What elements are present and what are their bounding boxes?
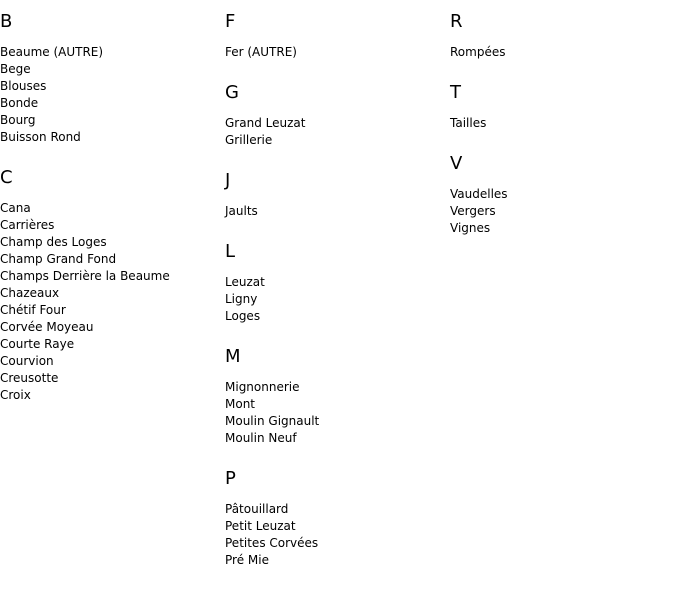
list-item: [0, 319, 170, 336]
place-link[interactable]: Croix: [0, 388, 31, 402]
list-item: [0, 302, 170, 319]
entry-list: [225, 379, 319, 447]
place-link[interactable]: Cana: [0, 201, 31, 215]
list-item: [450, 115, 508, 132]
list-item: [450, 203, 508, 220]
letter-heading: J: [225, 170, 231, 191]
entry-list: [225, 501, 319, 569]
entry-list: [225, 115, 319, 149]
place-link[interactable]: Tailles: [450, 116, 487, 130]
list-item: [0, 251, 170, 268]
letter-group: [225, 242, 319, 325]
letter-group: [225, 347, 319, 447]
place-link[interactable]: Buisson Rond: [0, 130, 81, 144]
list-item: [225, 274, 319, 291]
list-item: [0, 217, 170, 234]
place-link[interactable]: Pâtouillard: [225, 502, 289, 516]
place-link[interactable]: Bege: [0, 62, 31, 76]
entry-list: [450, 115, 508, 132]
list-item: [0, 234, 170, 251]
index-column: [0, 12, 170, 426]
list-item: [0, 61, 170, 78]
list-item: [225, 518, 319, 535]
list-item: [0, 285, 170, 302]
letter-group: [225, 83, 319, 149]
list-item: [225, 379, 319, 396]
letter-group: [0, 168, 170, 404]
letter-group: [450, 12, 508, 61]
letter-heading: V: [450, 153, 463, 174]
place-link[interactable]: Mont: [225, 397, 256, 411]
list-item: [0, 112, 170, 129]
entry-list: [450, 186, 508, 237]
letter-heading: P: [225, 468, 236, 489]
entry-list: [225, 44, 319, 61]
list-item: [225, 396, 319, 413]
letter-heading: F: [225, 11, 236, 32]
list-item: [225, 115, 319, 132]
list-item: [0, 370, 170, 387]
place-link[interactable]: Vaudelles: [450, 187, 508, 201]
letter-group: [225, 469, 319, 569]
place-link[interactable]: Bonde: [0, 96, 39, 110]
list-item: [225, 44, 319, 61]
place-link[interactable]: Mignonnerie: [225, 380, 300, 394]
list-item: [225, 132, 319, 149]
place-link[interactable]: Petit Leuzat: [225, 519, 296, 533]
index-column: [450, 12, 508, 259]
place-link[interactable]: Rompées: [450, 45, 506, 59]
place-link[interactable]: Chazeaux: [0, 286, 60, 300]
entry-list: [0, 200, 170, 404]
place-link[interactable]: Blouses: [0, 79, 47, 93]
place-link[interactable]: Petites Corvées: [225, 536, 319, 550]
letter-group: [450, 83, 508, 132]
letter-heading: T: [450, 82, 461, 103]
entry-list: [225, 274, 319, 325]
place-link[interactable]: Courte Raye: [0, 337, 75, 351]
list-item: [0, 44, 170, 61]
list-item: [0, 268, 170, 285]
letter-heading: R: [450, 11, 463, 32]
list-item: [0, 95, 170, 112]
place-link[interactable]: Vergers: [450, 204, 496, 218]
place-link[interactable]: Moulin Gignault: [225, 414, 320, 428]
list-item: [450, 186, 508, 203]
list-item: [0, 387, 170, 404]
place-link[interactable]: Champ Grand Fond: [0, 252, 117, 266]
place-link[interactable]: Carrières: [0, 218, 55, 232]
list-item: [225, 308, 319, 325]
place-link[interactable]: Loges: [225, 309, 261, 323]
place-link[interactable]: Champs Derrière la Beaume: [0, 269, 170, 283]
place-link[interactable]: Creusotte: [0, 371, 59, 385]
place-link[interactable]: Grillerie: [225, 133, 273, 147]
place-link[interactable]: Jaults: [225, 204, 258, 218]
entry-list: [225, 203, 319, 220]
list-item: [225, 291, 319, 308]
place-link[interactable]: Chétif Four: [0, 303, 66, 317]
entry-list: [450, 44, 508, 61]
letter-heading: L: [225, 241, 236, 262]
place-link[interactable]: Vignes: [450, 221, 491, 235]
letter-heading: C: [0, 167, 13, 188]
place-link[interactable]: Corvée Moyeau: [0, 320, 94, 334]
list-item: [225, 430, 319, 447]
letter-heading: M: [225, 346, 241, 367]
list-item: [225, 413, 319, 430]
place-link[interactable]: Leuzat: [225, 275, 265, 289]
letter-group: [0, 12, 170, 146]
letter-heading: G: [225, 82, 239, 103]
place-link[interactable]: Ligny: [225, 292, 258, 306]
place-link[interactable]: Grand Leuzat: [225, 116, 306, 130]
list-item: [0, 200, 170, 217]
letter-group: [225, 171, 319, 220]
list-item: [0, 336, 170, 353]
place-link[interactable]: Beaume (AUTRE): [0, 45, 104, 59]
letter-group: [450, 154, 508, 237]
entry-list: [0, 44, 170, 146]
place-link[interactable]: Fer (AUTRE): [225, 45, 297, 59]
list-item: [225, 552, 319, 569]
list-item: [225, 203, 319, 220]
list-item: [0, 129, 170, 146]
place-link[interactable]: Courvion: [0, 354, 54, 368]
list-item: [225, 535, 319, 552]
place-link[interactable]: Bourg: [0, 113, 36, 127]
index-column: [225, 12, 319, 591]
place-link[interactable]: Champ des Loges: [0, 235, 107, 249]
letter-heading: B: [0, 11, 13, 32]
place-link[interactable]: Pré Mie: [225, 553, 269, 567]
letter-group: [225, 12, 319, 61]
list-item: [450, 44, 508, 61]
list-item: [225, 501, 319, 518]
list-item: [0, 78, 170, 95]
list-item: [450, 220, 508, 237]
list-item: [0, 353, 170, 370]
place-link[interactable]: Moulin Neuf: [225, 431, 297, 445]
